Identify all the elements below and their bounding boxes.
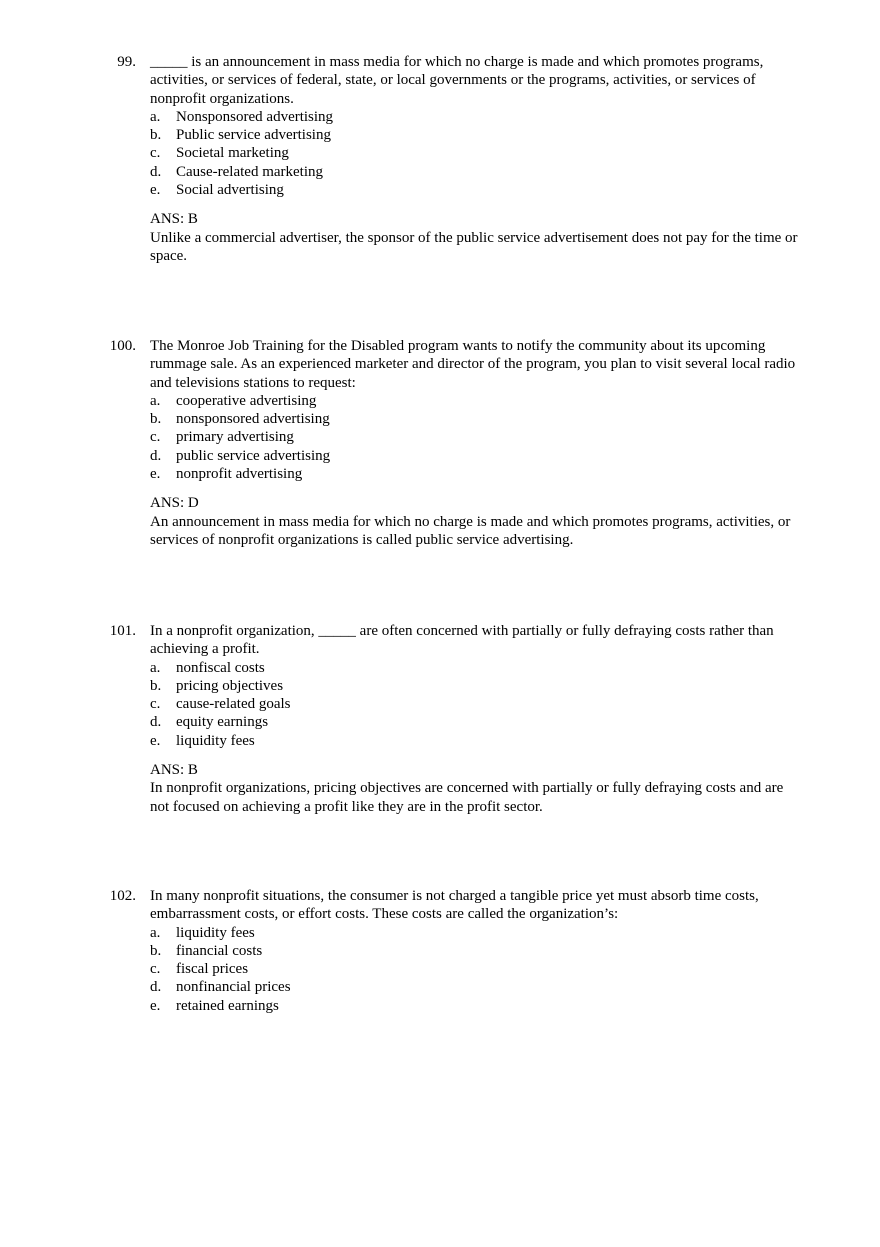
choice-letter: c. [150,696,161,713]
choice-d [150,447,805,465]
choice-text: primary advertising [176,429,294,446]
choice-list [150,659,805,750]
choice-text: retained earnings [176,997,279,1014]
choice-letter: a. [150,392,161,409]
choice-d [150,163,805,181]
choice-letter: d. [150,163,162,180]
choice-letter: e. [150,182,161,199]
choice-letter: c. [150,145,161,162]
answer-block [150,494,805,549]
choice-a [150,659,805,677]
choice-a [150,392,805,410]
choice-c [150,960,805,978]
choice-letter: b. [150,411,162,428]
choice-text: cooperative advertising [176,392,317,409]
choice-letter: e. [150,997,161,1014]
choice-list [150,924,805,1015]
choice-b [150,126,805,144]
choice-e [150,181,805,199]
choice-letter: c. [150,429,161,446]
choice-letter: e. [150,732,161,749]
answer-key: ANS: D [150,495,199,512]
choice-letter: b. [150,942,162,959]
choice-letter: a. [150,924,161,941]
choice-b [150,677,805,695]
question-number: 99. [117,54,136,70]
choice-text: Nonsponsored advertising [176,108,334,125]
choice-text: nonfiscal costs [176,659,265,676]
choice-text: equity earnings [176,714,269,731]
choice-letter: d. [150,447,162,464]
answer-explanation: Unlike a commercial advertiser, the sponsor of the public service advertisement does not pay for the time or space. [150,229,798,264]
choice-a [150,924,805,942]
choice-text: Social advertising [176,182,284,199]
choice-list [150,108,805,199]
question-body [150,53,805,265]
choice-text: liquidity fees [176,924,255,941]
answer-block [150,210,805,265]
choice-letter: d. [150,714,162,731]
choice-text: cause-related goals [176,696,291,713]
answer-key: ANS: B [150,211,198,228]
choice-text: nonfinancial prices [176,979,291,996]
choice-a [150,108,805,126]
question-number: 101. [109,623,136,639]
answer-block [150,761,805,816]
choice-c [150,428,805,446]
question-stem: The Monroe Job Training for the Disabled program wants to notify the community about its upcoming rummage sale. As an experienced marketer and director of the program, you plan to visit several local radio and televisions stations to request: [150,338,796,391]
choice-letter: e. [150,466,161,483]
choice-text: pricing objectives [176,677,284,694]
question-stem: In a nonprofit organization, _____ are often concerned with partially or fully defraying costs rather than achieving a profit. [150,623,774,658]
choice-text: liquidity fees [176,732,255,749]
choice-list [150,392,805,483]
choice-d [150,978,805,996]
choice-text: Public service advertising [176,127,331,144]
choice-text: nonsponsored advertising [176,411,330,428]
question-body [150,337,805,549]
choice-text: nonprofit advertising [176,466,303,483]
choice-letter: b. [150,677,162,694]
answer-key: ANS: B [150,762,198,779]
choice-letter: d. [150,979,162,996]
choice-text: fiscal prices [176,961,249,978]
choice-text: Societal marketing [176,145,289,162]
choice-text: Cause-related marketing [176,163,324,180]
question-number: 100. [109,338,136,354]
choice-text: public service advertising [176,447,331,464]
choice-e [150,997,805,1015]
choice-letter: a. [150,659,161,676]
choice-c [150,695,805,713]
question-body [150,622,805,816]
choice-d [150,713,805,731]
question-body [150,887,805,1015]
choice-e [150,732,805,750]
choice-letter: b. [150,127,162,144]
question-number: 102. [109,888,136,904]
answer-explanation: An announcement in mass media for which no charge is made and which promotes programs, activities, or services of nonprofit organizations is called public service advertising. [150,513,791,548]
choice-text: financial costs [176,942,263,959]
choice-c [150,144,805,162]
choice-letter: c. [150,961,161,978]
choice-b [150,410,805,428]
question-stem: In many nonprofit situations, the consumer is not charged a tangible price yet must absorb time costs, embarrassment costs, or effort costs. These costs are called the organization’s: [150,888,759,923]
choice-b [150,942,805,960]
answer-explanation: In nonprofit organizations, pricing objectives are concerned with partially or fully defraying costs and are not focused on achieving a profit like they are in the profit sector. [150,780,784,815]
question-stem: _____ is an announcement in mass media for which no charge is made and which promotes programs, activities, or services of federal, state, or local governments or the programs, activities, or services of nonprofit organizations. [150,54,764,107]
choice-e [150,465,805,483]
choice-letter: a. [150,108,161,125]
